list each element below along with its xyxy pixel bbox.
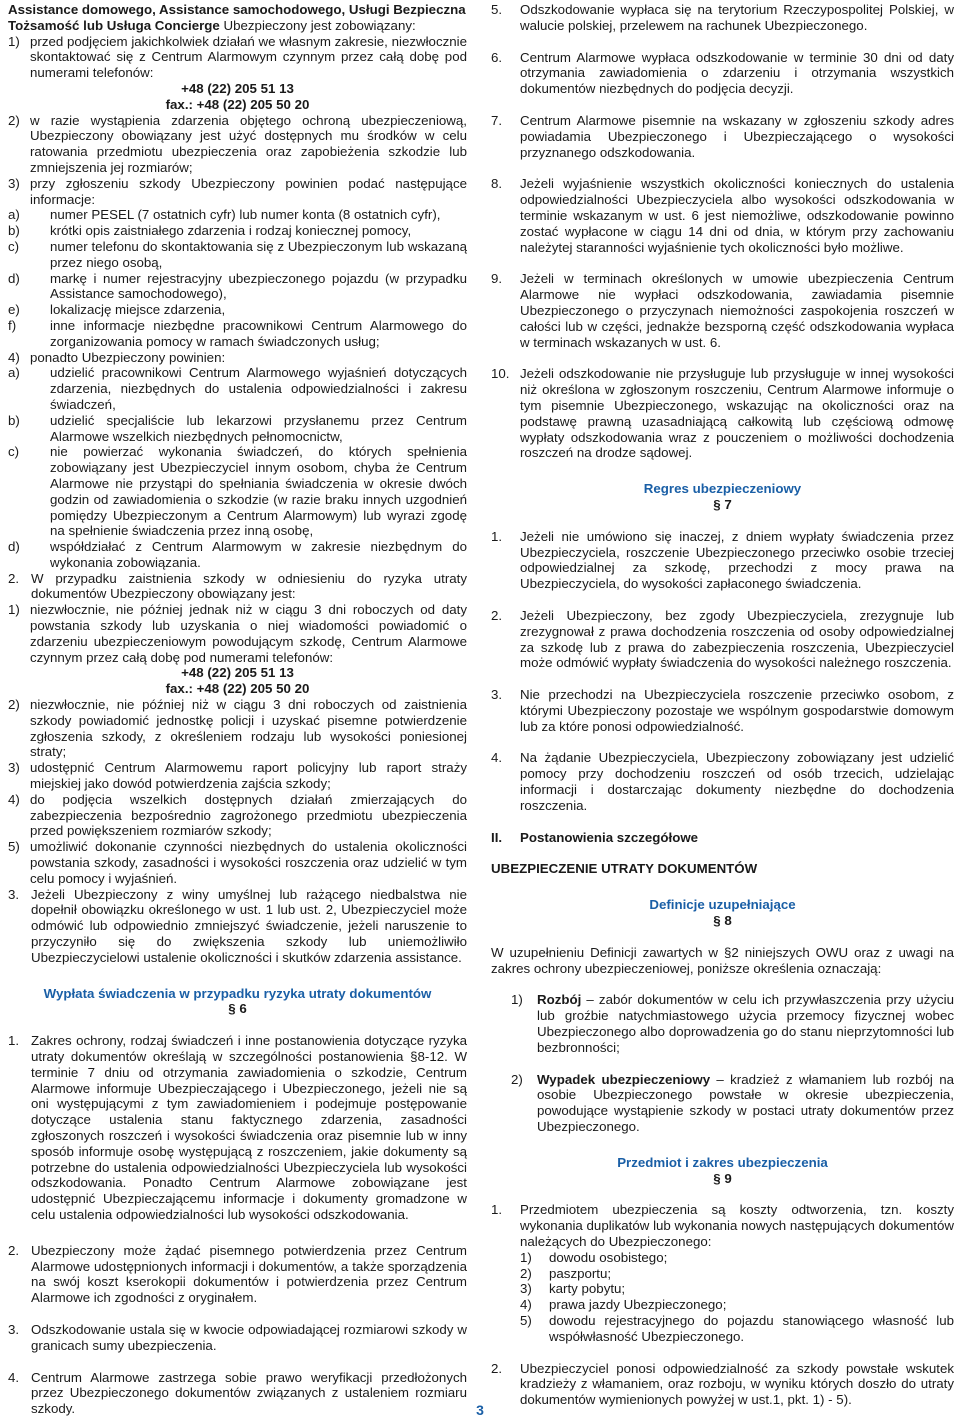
phone-number: +48 (22) 205 51 13 xyxy=(181,80,294,96)
numbered-paragraph: 3. Odszkodowanie ustala się w kwocie odpowiadającej rozmiarowi szkody w granicach sumy ubezpieczenia. xyxy=(8,1321,467,1353)
definition-item: 1) Rozbój – zabór dokumentów w celu ich przywłaszczenia przy użyciu lub groźbie natychmiastowego użycia przemocy fizycznej wobec Ubezpieczonego albo doprowadzenia go do stanu nieprzytomności lub bezbronności; xyxy=(511,992,954,1055)
list-subitem: b) udzielić specjaliście lub lekarzowi przysłanemu przez Centrum Alarmowe wszelkich niezbędnych pełnomocnictw, xyxy=(8,412,467,444)
numbered-paragraph: 2. W przypadku zaistnienia szkody w odniesieniu do ryzyka utraty dokumentów Ubezpieczony obowiązany jest: xyxy=(8,570,467,602)
section-title-ii: II. Postanowienia szczegółowe xyxy=(491,829,699,845)
numbered-paragraph: 2. Ubezpieczony może żądać pisemnego potwierdzenia przez Centrum Alarmowe udostępnionych informacji i dokumentów, a także sporządzenia na swój koszt kserokopii dokumentów i potwierdzenia przez Centrum Alarmowe ich zgodności z oryginałem. xyxy=(8,1242,467,1306)
list-item: 2) paszportu; xyxy=(520,1265,612,1281)
paragraph-number-9: § 9 xyxy=(713,1170,732,1186)
paragraph-number-7: § 7 xyxy=(713,496,732,512)
numbered-paragraph: 6. Centrum Alarmowe wypłaca odszkodowanie w terminie 30 dni od daty otrzymania zawiadomienia o zdarzeniu i otrzymania wszystkich dokumentów niezbędnych do podjęcia decyzji. xyxy=(491,49,954,97)
insurance-title: UBEZPIECZENIE UTRATY DOKUMENTÓW xyxy=(491,861,758,877)
numbered-paragraph: 8. Jeżeli wyjaśnienie wszystkich okoliczności koniecznych do ustalenia odpowiedzialności Ubezpieczyciela albo wysokości odszkodowania w terminie wskazanym w ust. 6 jest niemożliwe, odszkodowanie powinno zostać wypłacone w ciągu 14 dni od dnia, w którym przy zachowaniu należytej staranności wyjaśnienie tych okoliczności było możliwe. xyxy=(491,176,954,255)
page-number: 3 xyxy=(476,1402,484,1418)
list-subitem: c) numer telefonu do skontaktowania się z Ubezpieczonym lub wskazaną przez niego osobą, xyxy=(8,238,467,270)
numbered-paragraph: 1. Jeżeli nie umówiono się inaczej, z dniem wypłaty świadczenia przez Ubezpieczyciela, roszczenie Ubezpieczonego przeciwko osobie trzeciej odpowiedzialnej za szkodę, przechodzi z mocy prawa na Ubezpieczyciela, do wysokości zapłaconego świadczenia. xyxy=(491,528,954,592)
list-item: 4) do podjęcia wszelkich dostępnych działań zmierzających do zabezpieczenia bezpośrednio zagrożonego przedmiotu ubezpieczenia przed powiększeniem rozmiarów szkody; xyxy=(8,791,467,839)
list-subitem: d) współdziałać z Centrum Alarmowym w zakresie niezbędnym do wykonania zobowiązania. xyxy=(8,539,467,570)
list-subitem: a) udzielić pracownikowi Centrum Alarmowego wyjaśnień dotyczących zdarzenia, niezbędnych do ustalenia odpowiedzialności i zakresu świadczeń, xyxy=(8,365,467,412)
numbered-paragraph: 1. Zakres ochrony, rodzaj świadczeń i inne postanowienia dotyczące ryzyka utraty dokumentów określają w szczególności postanowienia §8-12. W terminie 7 dniu od otrzymania zawiadomienia o szkodzie, Centrum Alarmowe informuje Ubezpieczającego i Ubezpieczonego, jeżeli nie są oni występującymi z tym zawiadomieniem i podejmuje postępowanie dotyczące ustalenia stanu faktycznego zdarzenia, zasadności zgłoszonych roszczeń i wysokości świadczenia oraz pisemnie lub w inny sposób informuje osobę występującą z roszczeniem, jakie dokumenty są potrzebne do ustalenia odpowiedzialności Ubezpieczyciela lub wysokości odszkodowania. Ponadto Centrum Alarmowe zobowiązane jest udostępnić Ubezpieczającemu informacje i dokumenty gromadzone w celu ustalenia odpowiedzialności lub wysokości odszkodowania. xyxy=(8,1033,467,1222)
list-item: 2) w razie wystąpienia zdarzenia objętego ochroną ubezpieczeniową, Ubezpieczony obowiązany jest użyć dostępnych mu środków w celu ratowania przedmiotu ubezpieczenia oraz zapobieżenia szkodzie lub zmniejszenia jej rozmiarów; xyxy=(8,112,467,175)
numbered-paragraph: 4. Na żądanie Ubezpieczyciela, Ubezpieczony zobowiązany jest udzielić pomocy przy dochodzeniu roszczeń od osób trzecich, udzielając informacji i dostarczając dokumenty niezbędne do dochodzenia roszczenia. xyxy=(491,750,954,813)
numbered-paragraph: 4. Centrum Alarmowe zastrzega sobie prawo weryfikacji przedłożonych przez Ubezpieczonego dokumentów związanych z ustaleniem rozmiaru szkody. xyxy=(8,1369,467,1417)
section-heading-8: Definicje uzupełniające xyxy=(649,897,796,913)
section-intro: Tożsamość lub Usługa Concierge Ubezpieczony jest zobowiązany: xyxy=(8,17,416,33)
list-item: 5) umożliwić dokonanie czynności niezbędnych do ustalenia okoliczności powstania szkody, zasadności i wysokości roszczenia oraz udzielić w tym celu pomocy i wyjaśnień. xyxy=(8,839,467,886)
definitions-intro: W uzupełnieniu Definicji zawartych w §2 niniejszych OWU oraz z uwagi na zakres ochrony ubezpieczeniowej, poniższe określenia oznaczają: xyxy=(491,944,954,976)
paragraph-number-6: § 6 xyxy=(228,1001,247,1017)
list-item: 1) przed podjęciem jakichkolwiek działań we własnym zakresie, niezwłocznie skontaktować się z Centrum Alarmowym czynnym przez całą dobę pod numerami telefonów: xyxy=(8,33,467,81)
fax-number: fax.: +48 (22) 205 50 20 xyxy=(165,681,310,697)
numbered-paragraph: 5. Odszkodowanie wypłaca się na terytorium Rzeczypospolitej Polskiej, w walucie polskiej, przelewem na rachunek Ubezpieczonego. xyxy=(491,2,954,33)
numbered-paragraph: 2. Jeżeli Ubezpieczony, bez zgody Ubezpieczyciela, zrezygnuje lub zrezygnował z prawa dochodzenia roszczenia od osoby odpowiedzialnej za szkodę lub z prawa do zabezpieczenia roszczenia, Ubezpieczyciel może odmówić wypłaty świadczenia do wysokości należnego roszczenia. xyxy=(491,607,954,671)
list-subitem: a) numer PESEL (7 ostatnich cyfr) lub numer konta (8 ostatnich cyfr), xyxy=(8,207,441,223)
list-item: 4) ponadto Ubezpieczony powinien: xyxy=(8,349,226,365)
numbered-paragraph: 10. Jeżeli odszkodowanie nie przysługuje lub przysługuje w innej wysokości niż określona w zgłoszonym roszczeniu, Centrum Alarmowe informuje o tym pisemnie Ubezpieczonego, wskazując na okoliczności oraz na podstawę prawną uzasadniającą całkowitą lub częściową odmowę wypłaty odszkodowania wraz z pouczeniem o możliwości dochodzenia roszczeń na drodze sądowej. xyxy=(491,366,954,461)
numbered-paragraph: 3. Nie przechodzi na Ubezpieczyciela roszczenie przeciwko osobom, z którymi Ubezpieczony pozostaje we wspólnym gospodarstwie domowym lub za które ponosi odpowiedzialność. xyxy=(491,687,954,734)
list-item: 4) prawa jazdy Ubezpieczonego; xyxy=(520,1297,727,1313)
section-heading-9: Przedmiot i zakres ubezpieczenia xyxy=(617,1154,828,1170)
numbered-paragraph: 7. Centrum Alarmowe pisemnie na wskazany w zgłoszeniu szkody adres powiadamia Ubezpieczonego i Ubezpieczającego o wysokości przyznanego odszkodowania. xyxy=(491,112,954,160)
list-item: 3) karty pobytu; xyxy=(520,1281,626,1297)
list-subitem: c) nie powierzać wykonania świadczeń, do których spełnienia zobowiązany jest Ubezpieczyciel innym osobom, chyba że Centrum Alarmowe nie przystąpi do spełniania świadczenia w okresie dwóch godzin od zawiadomienia o szkodzie (w razie braku innych uzgodnień pomiędzy Ubezpieczonym a Centrum Alarmowym) lub wyrazi zgodę na spełnienie świadczenia przez inną osobę, xyxy=(8,444,467,539)
left-column xyxy=(8,2,467,1417)
paragraph-number-8: § 8 xyxy=(713,913,732,929)
section-heading-6: Wypłata świadczenia w przypadku ryzyka utraty dokumentów xyxy=(43,985,432,1001)
phone-number: +48 (22) 205 51 13 xyxy=(181,665,294,681)
definition-item: 2) Wypadek ubezpieczeniowy – kradzież z włamaniem lub rozbój na osobie Ubezpieczonego powstałe w okresie ubezpieczenia, powodujące wystąpienie szkody w postaci utraty dokumentów przez Ubezpieczonego. xyxy=(511,1071,954,1135)
section-heading-7: Regres ubezpieczeniowy xyxy=(643,481,802,497)
right-column xyxy=(491,2,954,1408)
section-heading: Assistance domowego, Assistance samochodowego, Usługi Bezpieczna xyxy=(8,2,466,17)
list-subitem: f) inne informacje niezbędne pracownikowi Centrum Alarmowego do zorganizowania pomocy w ramach świadczonych usług; xyxy=(8,317,467,349)
list-item: 3) udostępnić Centrum Alarmowemu raport policyjny lub raport straży miejskiej jako dowód potwierdzenia zajścia szkody; xyxy=(8,760,467,792)
list-item: 1) niezwłocznie, nie później jednak niż w ciągu 3 dni roboczych od daty powstania szkody lub uzyskania o niej wiadomości powiadomić o zdarzeniu ubezpieczeniowym powodującym szkodę, Centrum Alarmowe czynnym przez całą dobę pod numerami telefonów: xyxy=(8,602,467,665)
list-item: 2) niezwłocznie, nie później niż w ciągu 3 dni roboczych od zaistnienia szkody powiadomić jednostkę policji i uzyskać pisemne potwierdzenie zgłoszenia szkody, z określeniem rodzaju lub wysokości poniesionej straty; xyxy=(8,697,467,760)
list-subitem: b) krótki opis zaistniałego zdarzenia i rodzaj koniecznej pomocy, xyxy=(8,223,412,239)
list-subitem: e) lokalizację miejsce zdarzenia, xyxy=(8,302,226,318)
list-item: 3) przy zgłoszeniu szkody Ubezpieczony powinien podać następujące informacje: xyxy=(8,175,467,207)
numbered-paragraph: 9. Jeżeli w terminach określonych w umowie ubezpieczenia Centrum Alarmowe nie wypłaci odszkodowania, zawiadamia pisemnie Ubezpieczonego o przyczynach niemożności zaspokojenia roszczeń w całości lub w części, jednakże bezsporną część odszkodowania wypłaca w terminach wskazanych w ust. 6. xyxy=(491,271,954,350)
list-item: 1) dowodu osobistego; xyxy=(520,1249,668,1265)
numbered-paragraph: 1. Przedmiotem ubezpieczenia są koszty odtworzenia, tzn. koszty wykonania duplikatów lub wykonania nowych następujących dokumentów należących do Ubezpieczonego: xyxy=(491,1202,954,1250)
fax-number: fax.: +48 (22) 205 50 20 xyxy=(165,96,310,112)
numbered-paragraph: 3. Jeżeli Ubezpieczony z winy umyślnej lub rażącego niedbalstwa nie dopełnił obowiązku określonego w ust. 1 lub ust. 2, Ubezpieczyciel może odmówić lub odpowiednio zmniejszyć świadczenie, jeżeli naruszenie to przyczyniło się do zwiększenia szkody lub uniemożliwiło Ubezpieczycielowi ustalenie okoliczności i skutków zdarzenia assistance. xyxy=(8,886,467,965)
list-subitem: d) markę i numer rejestracyjny ubezpieczonego pojazdu (w przypadku Assistance samochodowego), xyxy=(8,270,467,302)
numbered-paragraph: 2. Ubezpieczyciel ponosi odpowiedzialność za szkody powstałe wskutek kradzieży z włamaniem, oraz rozboju, w wyniku których doszło do utraty dokumentów wymienionych powyżej w ust.1, pkt. 1) - 5). xyxy=(491,1360,954,1408)
list-item: 5) dowodu rejestracyjnego do pojazdu stanowiącego własność lub współwłasność Ubezpieczonego. xyxy=(520,1313,954,1344)
